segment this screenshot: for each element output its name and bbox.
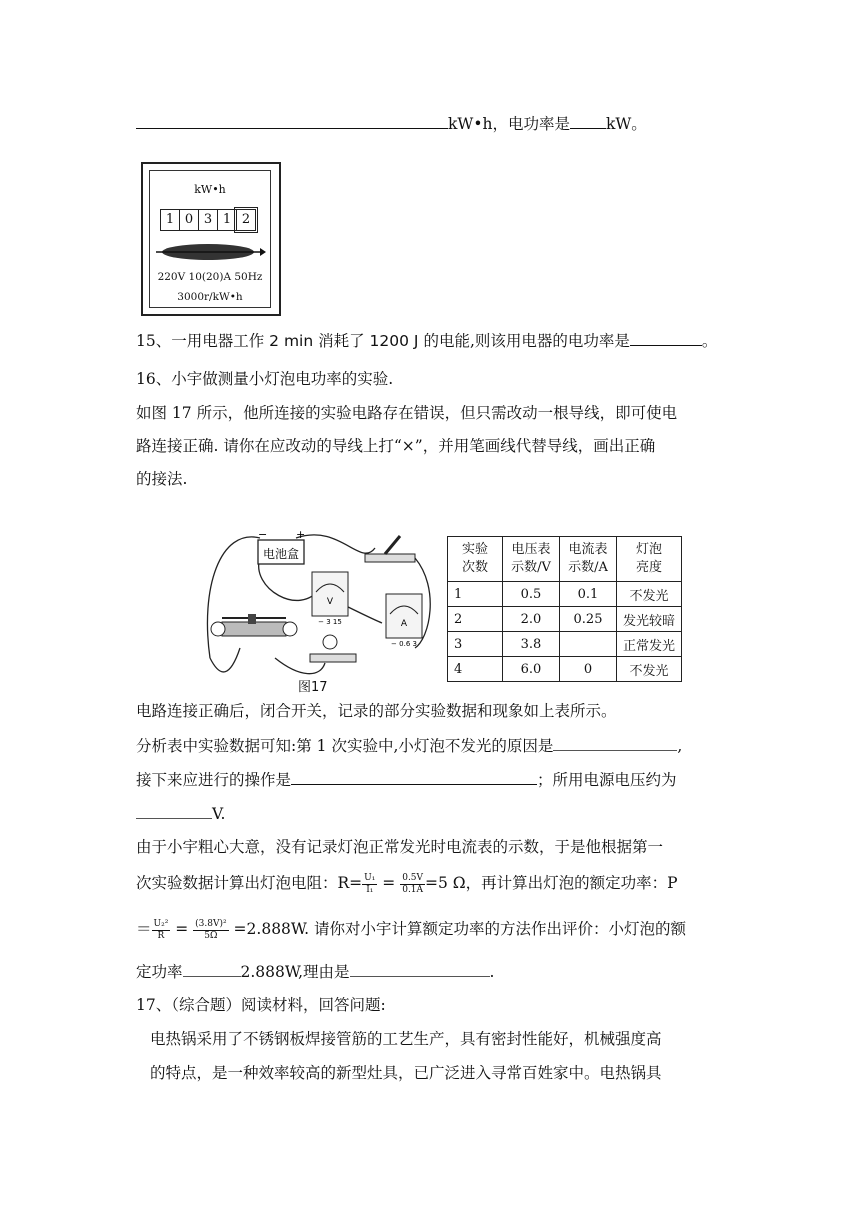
table-header: 灯泡 亮度 (617, 537, 682, 582)
table-cell: 发光较暗 (617, 607, 682, 632)
meter-disc-icon (154, 239, 266, 265)
answer-blank[interactable] (350, 960, 490, 977)
meter-digits (160, 209, 256, 231)
table-cell: 3.8 (503, 632, 560, 657)
table-header: 实验 次数 (448, 537, 503, 582)
paragraph-line: 路连接正确. 请你在应改动的导线上打“×”，并用笔画线代替导线，画出正确 (136, 437, 656, 455)
paragraph-line: 定功率 2.888W,理由是 . (136, 960, 494, 983)
meter-spec: 3000r/kW•h (177, 291, 243, 303)
paragraph-line: V. (136, 802, 225, 825)
meter-question-line: kW•h，电功率是 kW。 (136, 112, 647, 135)
table-cell: 不发光 (617, 582, 682, 607)
question-16-title: 16、小宇做测量小灯泡电功率的实验. (136, 370, 394, 388)
table-cell: 3 (448, 632, 503, 657)
battery-label: 电池盒 (262, 547, 300, 561)
table-cell (560, 632, 617, 657)
svg-text:+: + (296, 528, 306, 541)
paragraph-line: 电热锅采用了不锈钢板焊接管筋的工艺生产，具有密封性能好，机械强度高 (150, 1030, 662, 1048)
table-cell: 6.0 (503, 657, 560, 682)
svg-text:V: V (326, 597, 334, 607)
paragraph-line: 分析表中实验数据可知:第 1 次实验中,小灯泡不发光的原因是 , (136, 734, 682, 757)
paragraph-line: 的特点，是一种效率较高的新型灶具，已广泛进入寻常百姓家中。电热锅具 (150, 1064, 662, 1082)
table-cell: 不发光 (617, 657, 682, 682)
table-row (448, 607, 682, 632)
circuit-figure (200, 528, 440, 698)
answer-blank[interactable] (291, 768, 537, 785)
question-17-title: 17、（综合题）阅读材料，回答问题: (136, 996, 386, 1014)
paragraph-line: 次实验数据计算出灯泡电阻：R= $\frac{\text{U₁}}{\text{I₁}}$ = $\frac{0.5V}{0.1A}=5$ Ω，再计算出灯泡的额定功率：P (136, 872, 678, 895)
paragraph-line: 接下来应进行的操作是 ；所用电源电压约为 (136, 768, 677, 791)
meter-digit: 0 (179, 209, 198, 231)
meter-unit: kW•h (194, 183, 226, 196)
fraction: $\frac{\text{U₁}}{\text{I₁}}$ (364, 872, 376, 895)
paragraph-line: 的接法. (136, 470, 188, 488)
table-cell: 2.0 (503, 607, 560, 632)
answer-blank[interactable] (183, 960, 241, 977)
answer-blank[interactable] (570, 112, 606, 129)
paragraph-line: 如图 17 所示，他所连接的实验电路存在错误，但只需改动一根导线，即可使电 (136, 404, 678, 422)
table-header: 电压表 示数/V (503, 537, 560, 582)
table-header-row (448, 537, 682, 582)
table-row (448, 657, 682, 682)
experiment-table (447, 536, 682, 682)
electric-meter-figure (141, 162, 281, 316)
fraction: $\frac{\text{U₂²}}{R}$ (153, 918, 169, 941)
ammeter-icon (386, 594, 422, 648)
table-cell: 0.1 (560, 582, 617, 607)
bulb-icon (310, 635, 356, 662)
meter-spec: 220V 10(20)A 50Hz (157, 271, 263, 283)
meter-digit: 3 (198, 209, 217, 231)
answer-blank[interactable] (553, 734, 677, 751)
paragraph-line: 由于小宇粗心大意，没有记录灯泡正常发光时电流表的示数，于是他根据第一 (136, 838, 664, 856)
fraction: $\frac{0.5V}{0.1A}$ (402, 872, 424, 895)
table-cell: 0.25 (560, 607, 617, 632)
table-cell: 4 (448, 657, 503, 682)
voltmeter-icon (312, 572, 348, 626)
svg-text:−: − (258, 528, 268, 541)
table-cell: 0.5 (503, 582, 560, 607)
meter-digit: 1 (160, 209, 179, 231)
svg-text:A: A (400, 619, 408, 629)
fraction: $\frac{\text{(3.8V)²}}{5\Omega}$ (195, 918, 227, 941)
table-cell: 1 (448, 582, 503, 607)
answer-blank[interactable] (630, 329, 702, 346)
svg-text:− 0.6 3: − 0.6 3 (391, 640, 417, 648)
table-cell: 0 (560, 657, 617, 682)
table-row (448, 582, 682, 607)
paragraph-line: ＝ $\frac{\text{U₂²}}{R}$ = $\frac{\text{(3.8V)²}}{5\Omega} =2.888W$. 请你对小宇计算额定功率的方法作出评价：小灯泡的额 (136, 918, 686, 941)
svg-text:− 3 15: − 3 15 (318, 618, 342, 626)
table-cell: 正常发光 (617, 632, 682, 657)
figure-label: 图17 (298, 680, 328, 695)
rheostat-icon (211, 614, 297, 636)
meter-digit: 2 (236, 209, 256, 231)
meter-digit: 1 (217, 209, 236, 231)
question-15: 15、一用电器工作 2 min 消耗了 1200 J 的电能,则该用电器的电功率是 。 (136, 329, 717, 352)
table-cell: 2 (448, 607, 503, 632)
table-header: 电流表 示数/A (560, 537, 617, 582)
answer-blank[interactable] (136, 112, 448, 129)
switch-icon (365, 536, 415, 562)
paragraph-line: 电路连接正确后，闭合开关，记录的部分实验数据和现象如上表所示。 (136, 702, 617, 720)
table-row (448, 632, 682, 657)
answer-blank[interactable] (136, 802, 212, 819)
